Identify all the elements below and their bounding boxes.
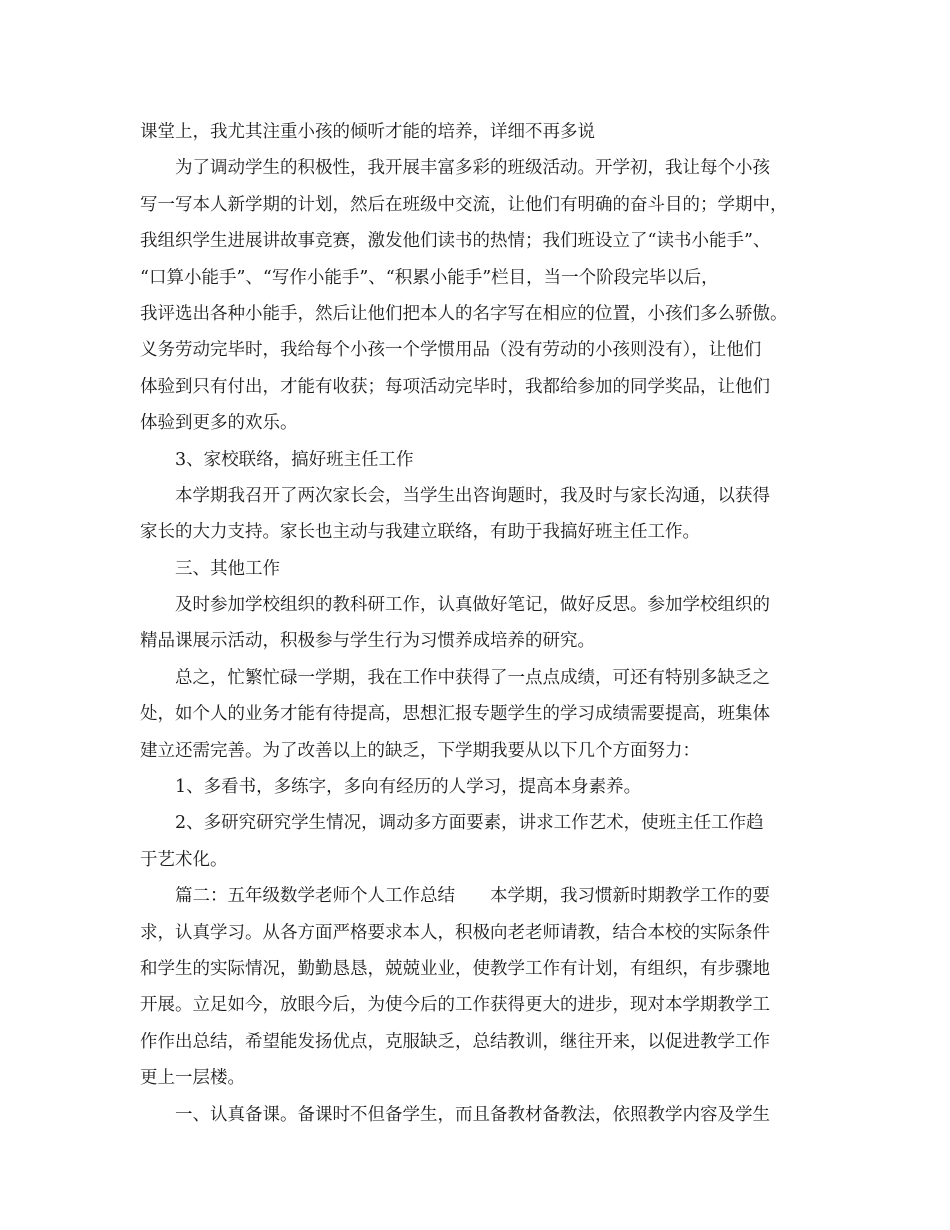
text-line: 写一写本人新学期的计划，然后在班级中交流，让他们有明确的奋斗目的；学期中，	[140, 194, 788, 215]
text-line: 开展。立足如今，放眼今后，为使今后的工作获得更大的进步，现对本学期教学工	[140, 995, 770, 1016]
text-line: 3、家校联络，搞好班主任工作	[175, 449, 414, 470]
text-line: 体验到只有付出，才能有收获；每项活动完毕时，我都给参加的同学奖品，让他们	[140, 376, 770, 397]
text-line: 2、多研究研究学生情况，调动多方面要素，讲求工作艺术，使班主任工作趋	[175, 813, 764, 834]
text-line: 义务劳动完毕时，我给每个小孩一个学惯用品（没有劳动的小孩则没有），让他们	[140, 340, 762, 361]
text-line: 作作出总结，希望能发扬优点，克服缺乏，总结教训，继往开来，以促进教学工作	[140, 1031, 770, 1052]
text-line: 一、认真备课。备课时不但备学生，而且备教材备教法，依照教学内容及学生	[175, 1104, 770, 1125]
text-line: 1、多看书，多练字，多向有经历的人学习，提高本身素养。	[175, 777, 642, 798]
text-line: 总之，忙繁忙碌一学期，我在工作中获得了一点点成绩，可还有特别多缺乏之	[175, 667, 770, 688]
text-line: 为了调动学生的积极性，我开展丰富多彩的班级活动。开学初，我让每个小孩	[175, 158, 770, 179]
text-line: 求，认真学习。从各方面严格要求本人，积极向老老师请教，结合本校的实际条件	[140, 922, 770, 943]
text-line: “口算小能手”、“写作小能手”、“积累小能手”栏目，当一个阶段完毕以后，	[140, 267, 719, 288]
text-line: 建立还需完善。为了改善以上的缺乏，下学期我要从以下几个方面努力：	[140, 740, 700, 761]
text-line: 家长的大力支持。家长也主动与我建立联络，有助于我搞好班主任工作。	[140, 522, 700, 543]
text-line: 我评选出各种小能手，然后让他们把本人的名字写在相应的位置，小孩们多么骄傲。	[140, 303, 788, 324]
text-line: 和学生的实际情况，勤勤恳恳，兢兢业业，使教学工作有计划，有组织，有步骤地	[140, 958, 770, 979]
text-line: 三、其他工作	[175, 558, 280, 579]
text-line: 体验到更多的欢乐。	[140, 413, 298, 434]
text-line: 于艺术化。	[140, 849, 228, 870]
text-line: 及时参加学校组织的教科研工作，认真做好笔记，做好反思。参加学校组织的	[175, 595, 770, 616]
text-line: 我组织学生进展讲故事竞赛，激发他们读书的热情；我们班设立了“读书小能手”、	[140, 231, 771, 252]
text-line: 更上一层楼。	[140, 1068, 245, 1089]
text-line: 本学期我召开了两次家长会，当学生出咨询题时，我及时与家长沟通，以获得	[175, 485, 770, 506]
text-line: 精品课展示活动，积极参与学生行为习惯养成培养的研究。	[140, 631, 595, 652]
text-line: 处，如个人的业务才能有待提高，思想汇报专题学生的学习成绩需要提高，班集体	[140, 704, 770, 725]
text-line: 篇二：五年级数学老师个人工作总结 本学期，我习惯新时期教学工作的要	[175, 886, 770, 907]
document-body	[140, 114, 820, 1133]
text-line: 课堂上，我尤其注重小孩的倾听才能的培养，详细不再多说	[140, 122, 595, 142]
